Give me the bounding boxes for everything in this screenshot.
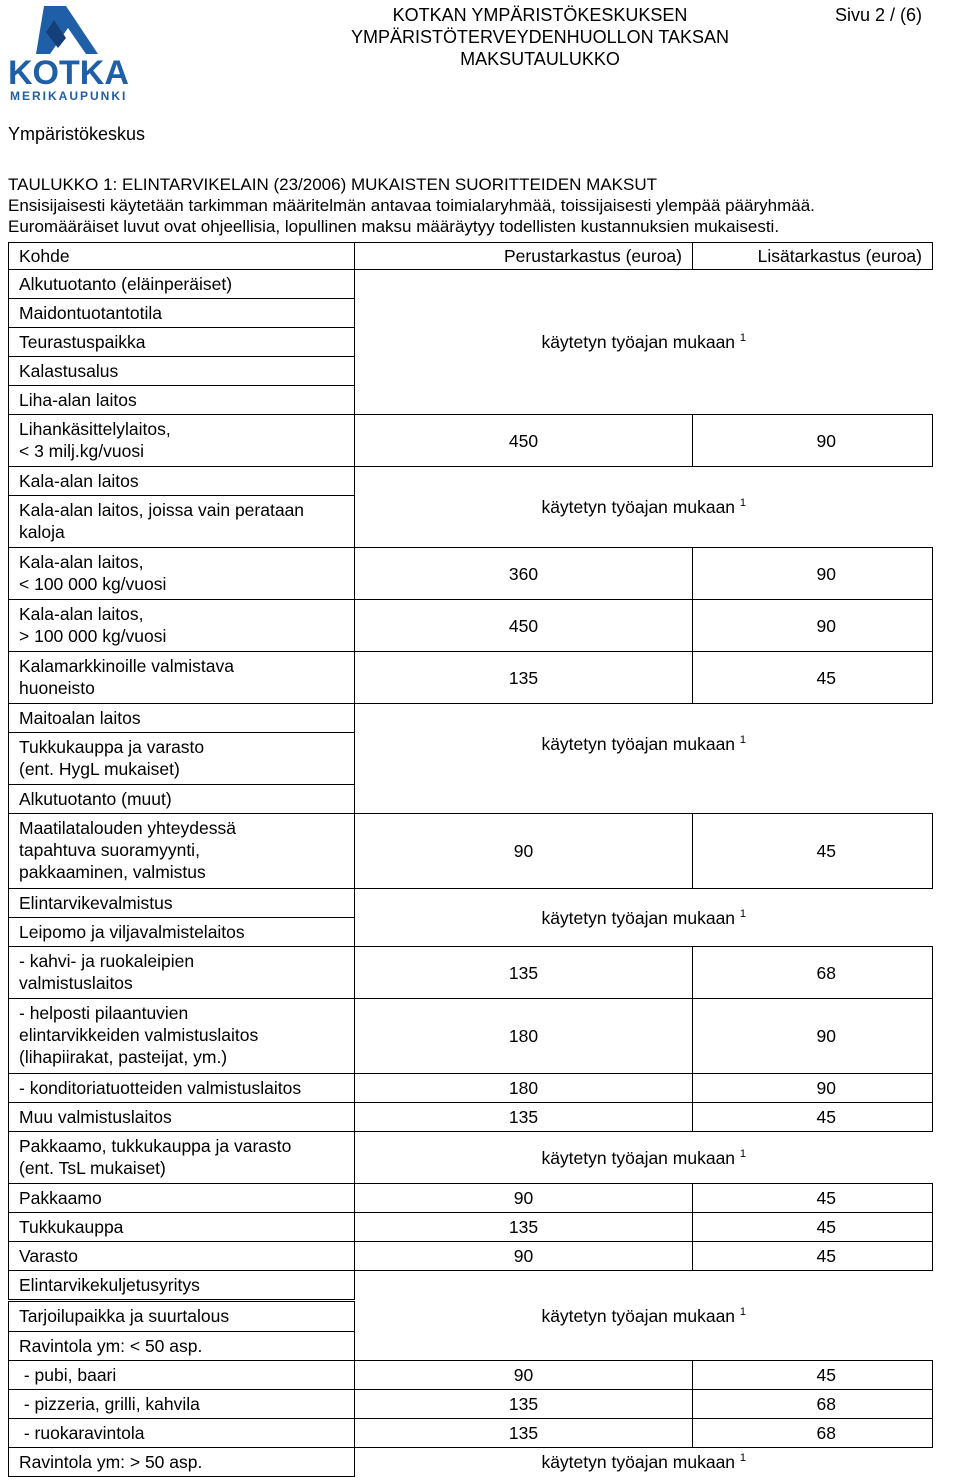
- table-row: [9, 1271, 933, 1301]
- perus-fee: 90: [355, 1361, 693, 1390]
- kohde-cell: Teurastuspaikka: [9, 328, 355, 357]
- kohde-cell: Ravintola ym: < 50 asp.: [9, 1332, 355, 1361]
- kohde-cell: Elintarvikekuljetusyritys: [9, 1271, 355, 1301]
- lisa-fee: 90: [693, 600, 933, 652]
- kotka-logo: [6, 2, 156, 102]
- logo-subtext: MERIKAUPUNKI: [10, 89, 128, 102]
- perus-fee: 90: [355, 1184, 693, 1213]
- kohde-cell: Tarjoilupaikka ja suurtalous: [9, 1301, 355, 1332]
- kohde-cell: Kala-alan laitos, > 100 000 kg/vuosi: [9, 600, 355, 652]
- lisa-fee: 45: [693, 1242, 933, 1271]
- kohde-cell: Leipomo ja viljavalmistelaitos: [9, 918, 355, 947]
- perus-fee: 180: [355, 999, 693, 1074]
- table-row: [9, 704, 933, 733]
- table-row: [9, 1074, 933, 1103]
- table-row: [9, 1213, 933, 1242]
- lisa-fee: 45: [693, 652, 933, 704]
- table-row: [9, 467, 933, 496]
- col-header-kohde: Kohde: [9, 243, 355, 270]
- kohde-cell: Lihankäsittelylaitos, < 3 milj.kg/vuosi: [9, 415, 355, 467]
- table-row: [9, 947, 933, 999]
- table-row: [9, 1103, 933, 1132]
- col-header-perustarkastus: Perustarkastus (euroa): [355, 243, 693, 270]
- lisa-fee: 90: [693, 548, 933, 600]
- lisa-fee: 45: [693, 1103, 933, 1132]
- kohde-cell: - pizzeria, grilli, kahvila: [9, 1390, 355, 1419]
- time-based-fee: käytetyn työajan mukaan $^1$: [355, 1448, 933, 1477]
- intro-line: Ensisijaisesti käytetään tarkimman määritelmän antavaa toimialaryhmää, toissijaisesti ylempää pääryhmää.: [8, 196, 815, 215]
- kohde-cell: Alkutuotanto (eläinperäiset): [9, 270, 355, 299]
- perus-fee: 450: [355, 600, 693, 652]
- table-row: [9, 1184, 933, 1213]
- kohde-cell: Alkutuotanto (muut): [9, 785, 355, 814]
- lisa-fee: 45: [693, 1361, 933, 1390]
- kohde-cell: - pubi, baari: [9, 1361, 355, 1390]
- lisa-fee: 45: [693, 1184, 933, 1213]
- lisa-fee: 68: [693, 1390, 933, 1419]
- table-row: [9, 1390, 933, 1419]
- kohde-cell: Varasto: [9, 1242, 355, 1271]
- kohde-cell: Kala-alan laitos, joissa vain perataan kaloja: [9, 496, 355, 548]
- kohde-cell: Maidontuotantotila: [9, 299, 355, 328]
- table-row: [9, 270, 933, 299]
- perus-fee: 135: [355, 1419, 693, 1448]
- table-row: [9, 1242, 933, 1271]
- perus-fee: 135: [355, 652, 693, 704]
- kohde-cell: Elintarvikevalmistus: [9, 889, 355, 918]
- logo-emblem: [36, 6, 98, 54]
- table-row: [9, 1132, 933, 1184]
- kohde-cell: Pakkaamo: [9, 1184, 355, 1213]
- title-line: KOTKAN YMPÄRISTÖKESKUKSEN: [392, 5, 688, 25]
- document-title: [300, 4, 780, 70]
- table-row: [9, 1361, 933, 1390]
- intro-text: [8, 174, 948, 237]
- perus-fee: 90: [355, 1242, 693, 1271]
- kohde-cell: Liha-alan laitos: [9, 386, 355, 415]
- table-row: [9, 652, 933, 704]
- perus-fee: 360: [355, 548, 693, 600]
- time-based-fee: käytetyn työajan mukaan $^1$: [355, 704, 933, 785]
- lisa-fee: 45: [693, 1213, 933, 1242]
- time-based-fee: käytetyn työajan mukaan $^1$: [355, 467, 933, 548]
- table-row: [9, 600, 933, 652]
- lisa-fee: 90: [693, 1074, 933, 1103]
- title-line: MAKSUTAULUKKO: [460, 49, 620, 69]
- table-row: [9, 1419, 933, 1448]
- kohde-cell: - helposti pilaantuvien elintarvikkeiden valmistuslaitos (lihapiirakat, pasteijat, ym.): [9, 999, 355, 1074]
- kohde-cell: Maatilatalouden yhteydessä tapahtuva suoramyynti, pakkaaminen, valmistus: [9, 814, 355, 889]
- kohde-cell: Tukkukauppa ja varasto (ent. HygL mukaiset): [9, 733, 355, 785]
- kohde-cell: Kalamarkkinoille valmistava huoneisto: [9, 652, 355, 704]
- lisa-fee: 68: [693, 947, 933, 999]
- page-number: Sivu 2 / (6): [834, 5, 922, 25]
- perus-fee: 135: [355, 1103, 693, 1132]
- fee-table: [8, 242, 933, 1477]
- department-name: Ympäristökeskus: [8, 124, 146, 144]
- lisa-fee: 90: [693, 999, 933, 1074]
- time-based-fee: käytetyn työajan mukaan $^1$: [355, 270, 933, 415]
- kohde-cell: Maitoalan laitos: [9, 704, 355, 733]
- table-header-row: [9, 243, 933, 270]
- kohde-cell: Kala-alan laitos, < 100 000 kg/vuosi: [9, 548, 355, 600]
- kohde-cell: - ruokaravintola: [9, 1419, 355, 1448]
- perus-fee: 135: [355, 1213, 693, 1242]
- kohde-cell: Muu valmistuslaitos: [9, 1103, 355, 1132]
- perus-fee: 90: [355, 814, 693, 889]
- table-row: [9, 415, 933, 467]
- kohde-cell: Kalastusalus: [9, 357, 355, 386]
- lisa-fee: 45: [693, 814, 933, 889]
- table-row: [9, 548, 933, 600]
- table-caption: TAULUKKO 1: ELINTARVIKELAIN (23/2006) MUKAISTEN SUORITTEIDEN MAKSUT: [8, 175, 657, 194]
- perus-fee: 135: [355, 947, 693, 999]
- title-line: YMPÄRISTÖTERVEYDENHUOLLON TAKSAN: [350, 27, 730, 47]
- table-row: [9, 785, 933, 814]
- kohde-cell: Kala-alan laitos: [9, 467, 355, 496]
- perus-fee: 180: [355, 1074, 693, 1103]
- time-based-fee: käytetyn työajan mukaan $^1$: [355, 1132, 933, 1184]
- kohde-cell: Pakkaamo, tukkukauppa ja varasto (ent. TsL mukaiset): [9, 1132, 355, 1184]
- lisa-fee: 68: [693, 1419, 933, 1448]
- kohde-cell: Tukkukauppa: [9, 1213, 355, 1242]
- table-row: [9, 814, 933, 889]
- lisa-fee: 90: [693, 415, 933, 467]
- kohde-cell: - konditoriatuotteiden valmistuslaitos: [9, 1074, 355, 1103]
- time-based-fee: käytetyn työajan mukaan $^1$: [355, 1271, 933, 1361]
- logo-wordmark: KOTKA: [8, 54, 129, 92]
- time-based-fee: käytetyn työajan mukaan $^1$: [355, 889, 933, 947]
- table-row: [9, 1448, 933, 1477]
- table-row: [9, 889, 933, 918]
- empty-cell: [355, 785, 933, 814]
- col-header-lisatarkastus: Lisätarkastus (euroa): [693, 243, 933, 270]
- perus-fee: 135: [355, 1390, 693, 1419]
- kohde-cell: - kahvi- ja ruokaleipien valmistuslaitos: [9, 947, 355, 999]
- intro-line: Euromääräiset luvut ovat ohjeellisia, lopullinen maksu määräytyy todellisten kustannuksien mukaisesti.: [8, 217, 780, 236]
- kohde-cell: Ravintola ym: > 50 asp.: [9, 1448, 355, 1477]
- perus-fee: 450: [355, 415, 693, 467]
- table-row: [9, 999, 933, 1074]
